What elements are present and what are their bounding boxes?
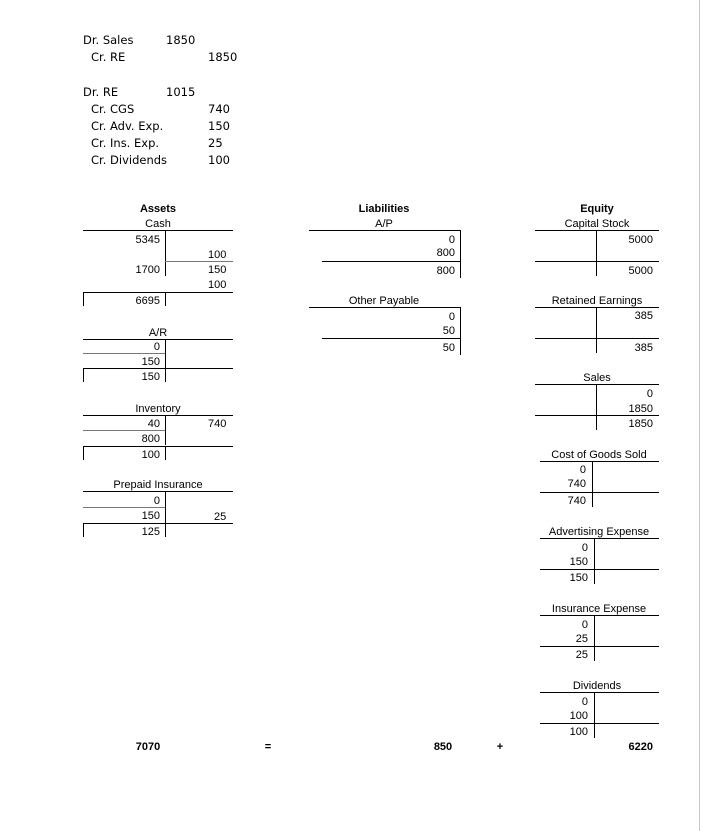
total-equity: 6220	[628, 741, 653, 753]
gridline	[83, 430, 165, 431]
credit-entry: 100	[208, 249, 227, 261]
page-edge	[699, 0, 700, 831]
t-account-top-rule	[309, 230, 461, 231]
balance-rule	[322, 261, 460, 262]
debit-entry: 0	[579, 464, 586, 476]
t-account-top-rule	[540, 692, 659, 693]
t-account-top-rule	[535, 384, 659, 385]
debit-entry: 0	[153, 341, 160, 353]
account-title: Sales	[583, 372, 611, 384]
account-title: Capital Stock	[564, 218, 630, 230]
balance-divider	[165, 292, 166, 306]
credit-entry: 100	[208, 279, 227, 291]
credit-entry: 0	[448, 234, 455, 246]
t-account-divider	[165, 415, 166, 445]
balance-divider	[165, 368, 166, 382]
balance-value: 1850	[628, 418, 653, 430]
credit-entry: 0	[448, 311, 455, 323]
balance-value: 800	[436, 265, 455, 277]
balance-value: 740	[567, 495, 586, 507]
t-account-top-rule	[540, 615, 659, 616]
balance-rule	[540, 723, 659, 724]
t-account-divider	[594, 538, 595, 584]
account-title: Cash	[145, 218, 171, 230]
balance-rule	[83, 368, 233, 369]
credit-label: Cr. Dividends	[91, 153, 168, 167]
t-account-divider	[594, 692, 595, 738]
t-account-divider	[592, 461, 593, 507]
account-title: Retained Earnings	[551, 295, 643, 307]
credit-label: Cr. Adv. Exp.	[91, 119, 164, 133]
account-title: A/R	[148, 327, 168, 339]
debit-entry: 740	[567, 478, 586, 490]
balance-rule	[83, 446, 233, 447]
credit-label: Cr. Ins. Exp.	[91, 136, 160, 150]
plus-sign: +	[496, 741, 504, 753]
account-title: Insurance Expense	[551, 603, 647, 615]
balance-bracket	[83, 368, 84, 382]
account-title: Cost of Goods Sold	[551, 449, 647, 461]
credit-entry: 150	[208, 264, 227, 276]
credit-amount: 25	[208, 136, 223, 150]
account-title: Dividends	[572, 680, 622, 692]
balance-rule	[322, 338, 460, 339]
balance-bracket	[83, 446, 84, 460]
t-account-divider	[596, 230, 597, 276]
t-account-divider	[165, 339, 166, 369]
t-account-divider	[460, 230, 461, 278]
debit-entry: 5345	[135, 234, 160, 246]
credit-entry: 50	[442, 325, 455, 337]
debit-entry: 0	[581, 619, 588, 631]
debit-label: Dr. Sales	[83, 33, 134, 47]
equals-sign: =	[264, 741, 272, 753]
balance-value: 385	[634, 342, 653, 354]
balance-rule	[540, 646, 659, 647]
balance-rule	[83, 523, 233, 524]
balance-rule	[535, 261, 659, 262]
credit-amount: 100	[208, 153, 230, 167]
credit-entry: 740	[208, 418, 227, 430]
balance-value: 6695	[135, 295, 160, 307]
balance-rule	[83, 292, 233, 293]
balance-divider	[165, 446, 166, 460]
total-liabilities: 850	[433, 741, 453, 753]
t-account-top-rule	[540, 538, 659, 539]
debit-entry: 0	[581, 542, 588, 554]
debit-amount: 1015	[166, 85, 196, 99]
debit-entry: 40	[147, 418, 160, 430]
balance-value: 150	[569, 572, 588, 584]
equity-heading: Equity	[580, 203, 614, 215]
t-account-top-rule	[535, 307, 659, 308]
credit-entry: 1850	[628, 403, 653, 415]
account-title: Advertising Expense	[548, 526, 650, 538]
t-account-top-rule	[540, 461, 659, 462]
t-account-divider	[460, 307, 461, 355]
t-account-divider	[596, 384, 597, 430]
balance-value: 100	[569, 726, 588, 738]
balance-rule	[540, 492, 659, 493]
balance-bracket	[83, 523, 84, 537]
balance-value: 100	[141, 449, 160, 461]
balance-bracket	[83, 292, 84, 306]
debit-entry: 0	[581, 696, 588, 708]
debit-entry: 25	[575, 633, 588, 645]
t-account-top-rule	[83, 230, 233, 231]
t-account-top-rule	[535, 230, 659, 231]
balance-value: 125	[141, 526, 160, 538]
balance-value: 5000	[628, 265, 653, 277]
total-assets: 7070	[135, 741, 161, 753]
credit-entry: 25	[214, 511, 227, 523]
t-account-divider	[165, 491, 166, 523]
t-account-top-rule	[83, 491, 233, 492]
credit-entry: 385	[634, 310, 653, 322]
credit-entry: 0	[646, 388, 653, 400]
t-account-top-rule	[83, 415, 233, 416]
t-account-divider	[594, 615, 595, 661]
balance-rule	[540, 569, 659, 570]
credit-amount: 150	[208, 119, 230, 133]
balance-divider	[165, 523, 166, 537]
t-account-top-rule	[309, 307, 461, 308]
balance-rule	[535, 415, 659, 416]
t-account-divider	[165, 230, 166, 276]
account-title: Other Payable	[348, 295, 420, 307]
debit-entry: 150	[569, 556, 588, 568]
gridline	[165, 261, 233, 262]
debit-entry: 1700	[135, 264, 160, 276]
debit-entry: 800	[141, 433, 160, 445]
account-title: Prepaid Insurance	[113, 479, 203, 491]
gridline	[83, 353, 165, 354]
credit-label: Cr. RE	[91, 50, 126, 64]
balance-rule	[535, 338, 659, 339]
balance-value: 150	[141, 371, 160, 383]
account-title: A/P	[375, 218, 393, 230]
liabilities-heading: Liabilities	[358, 203, 410, 215]
credit-amount: 740	[208, 102, 230, 116]
balance-value: 25	[575, 649, 588, 661]
debit-amount: 1850	[166, 33, 196, 47]
credit-label: Cr. CGS	[91, 102, 135, 116]
balance-value: 50	[442, 342, 455, 354]
credit-entry: 5000	[628, 234, 653, 246]
debit-entry: 0	[153, 495, 160, 507]
gridline	[83, 507, 165, 508]
credit-amount: 1850	[208, 50, 238, 64]
t-account-divider	[596, 307, 597, 353]
account-title: Inventory	[135, 403, 181, 415]
debit-entry: 150	[141, 356, 160, 368]
credit-entry: 800	[436, 247, 455, 259]
debit-entry: 100	[569, 710, 588, 722]
assets-heading: Assets	[139, 203, 177, 215]
debit-label: Dr. RE	[83, 85, 119, 99]
debit-entry: 150	[141, 510, 160, 522]
